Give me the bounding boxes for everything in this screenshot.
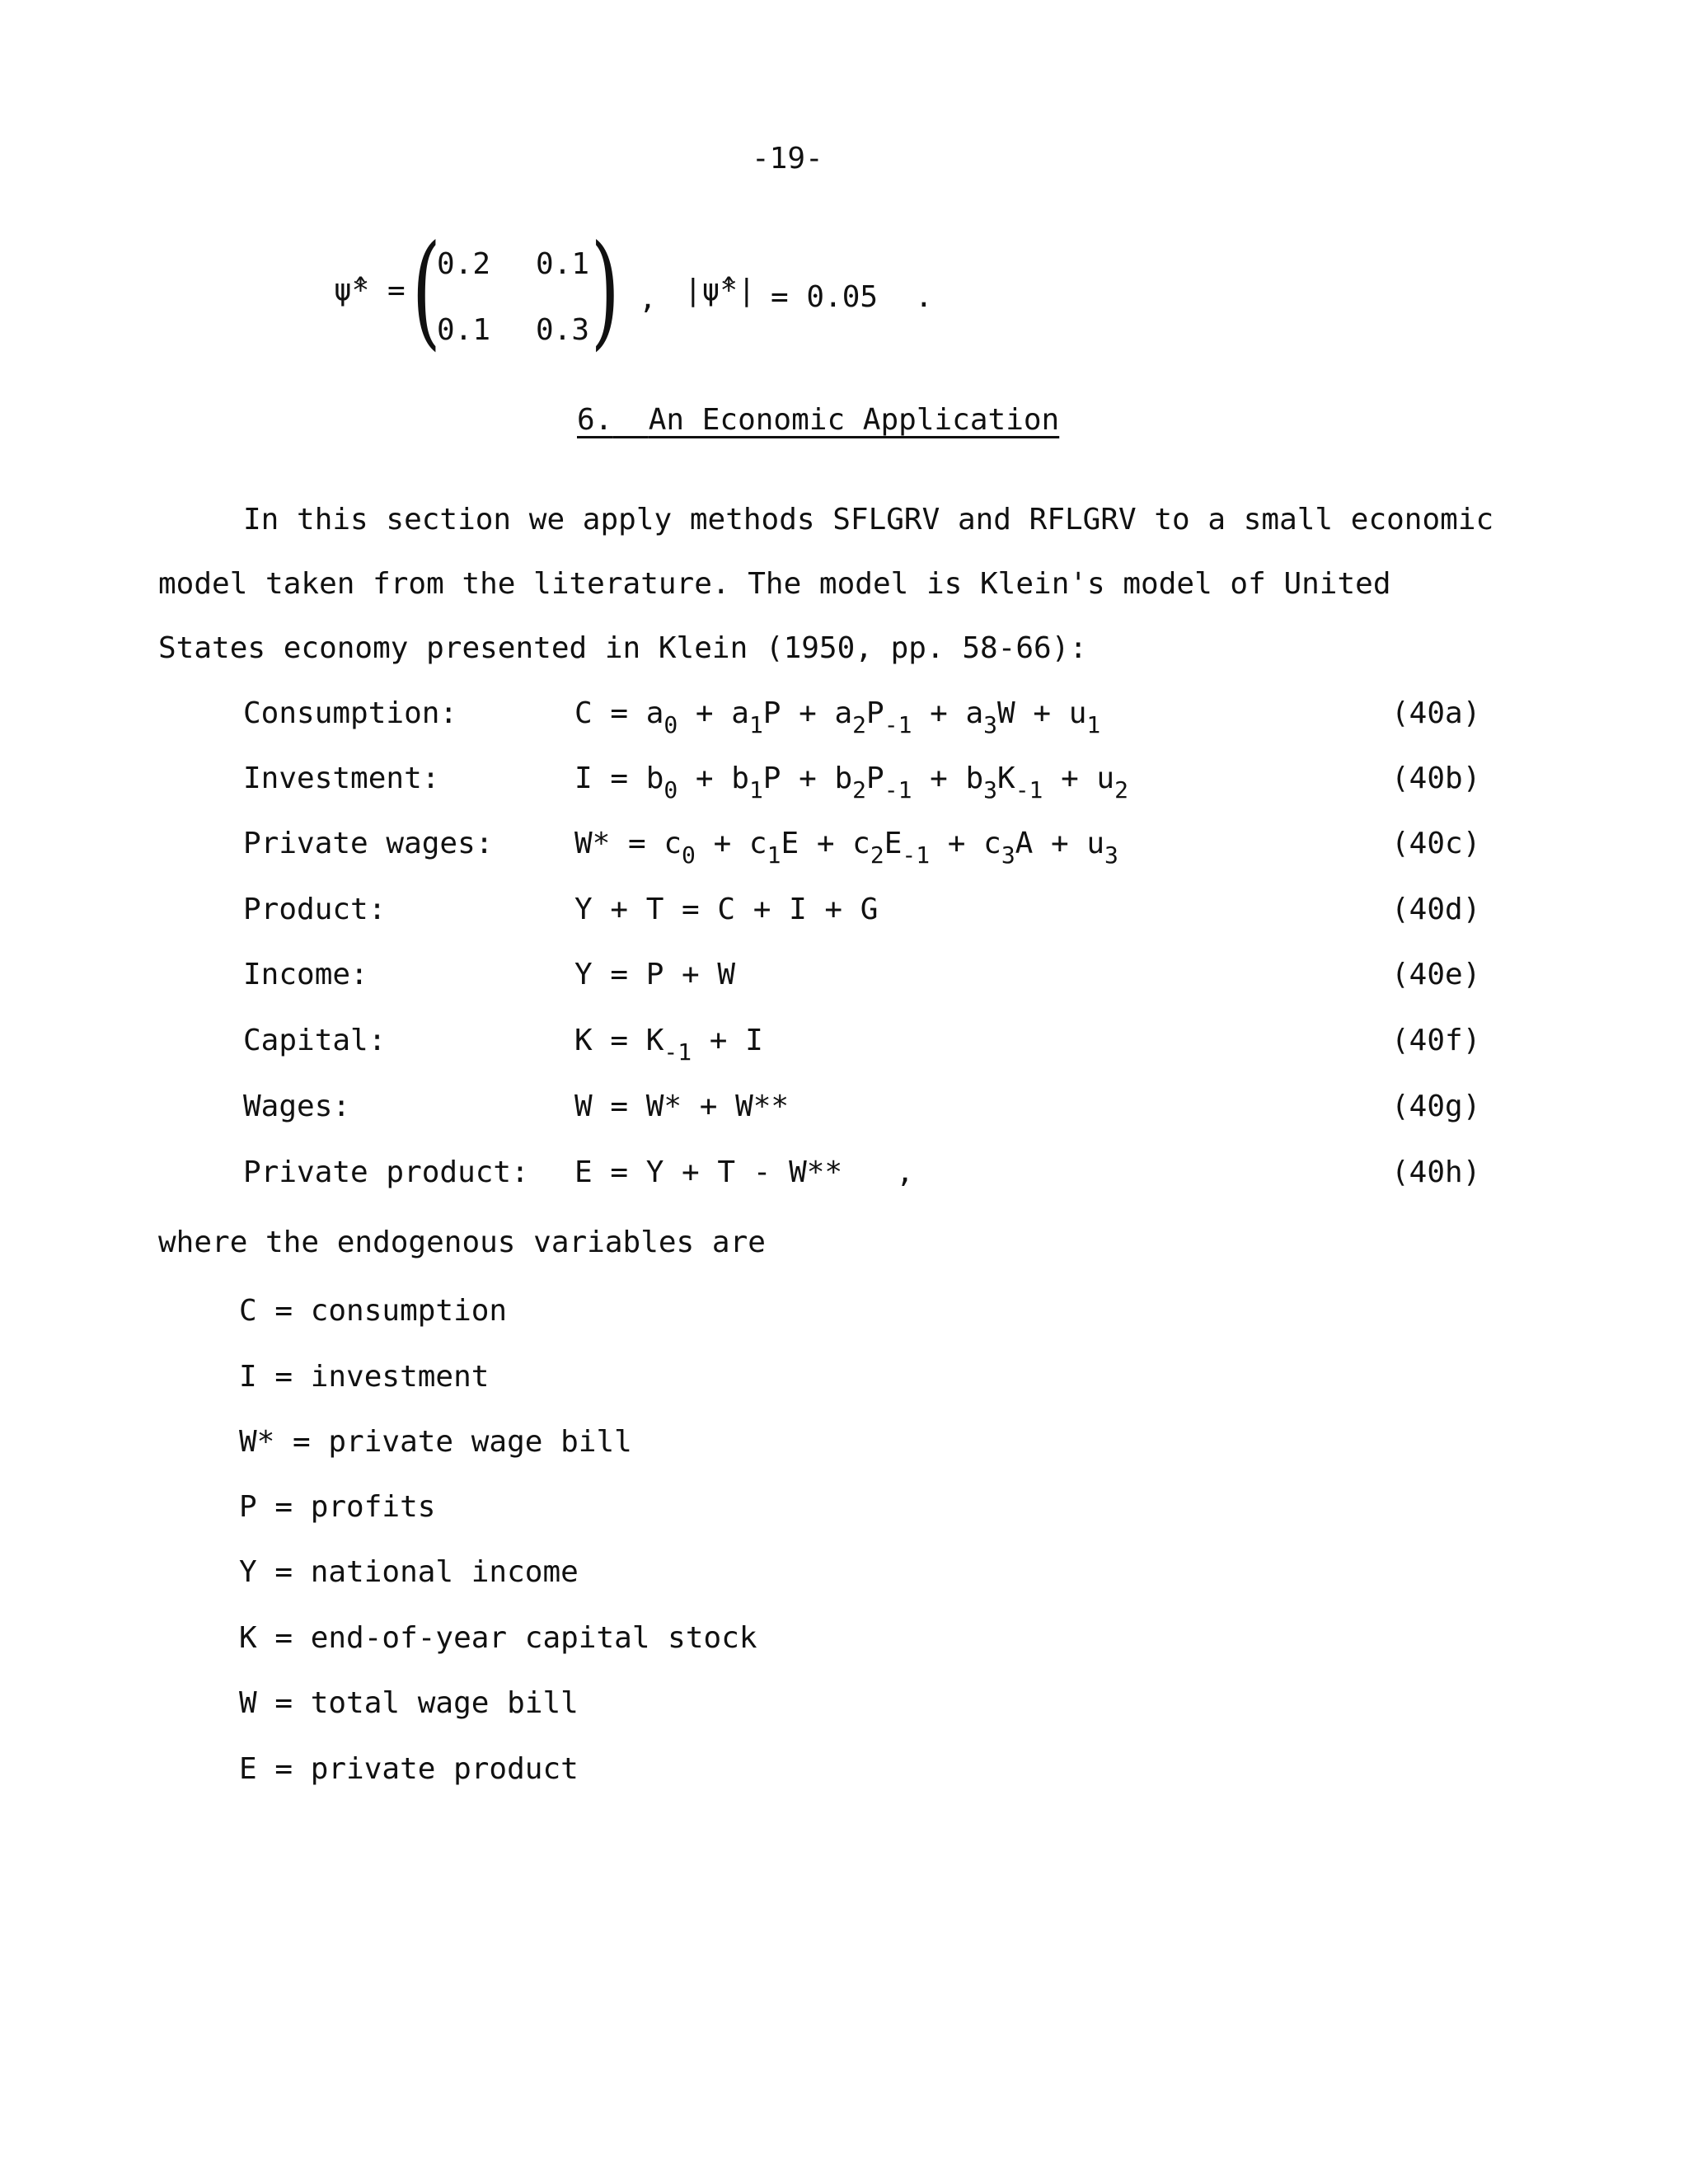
variable-definition: W* = private wage bill xyxy=(239,1425,632,1459)
equation-row xyxy=(0,958,1688,1007)
variable-definition: I = investment xyxy=(239,1360,490,1394)
equation-row xyxy=(0,696,1688,746)
equation-number: (40a) xyxy=(1391,696,1481,730)
equation-row xyxy=(0,762,1688,811)
equation-label: Wages: xyxy=(243,1090,351,1123)
variable-definition: P = profits xyxy=(239,1490,436,1524)
equation-label: Income: xyxy=(243,958,368,991)
matrix-comma: , xyxy=(639,282,657,316)
equation-row xyxy=(0,1155,1688,1205)
equation-label: Private wages: xyxy=(243,827,494,860)
matrix-cell-22: 0.3 xyxy=(536,313,590,347)
matrix-cell-21: 0.1 xyxy=(437,313,491,347)
determinant-label: |ψ̂*| xyxy=(684,274,756,307)
where-text: where the endogenous variables are xyxy=(158,1226,766,1259)
equation-body: $C = a_0 + a_1P + a_2P_{-1} + a_3W + u_1$ xyxy=(574,696,1101,738)
equation-label: Product: xyxy=(243,893,387,926)
equation-body: $I = b_0 + b_1P + b_2P_{-1} + b_3K_{-1} + u_2$ xyxy=(574,762,1128,804)
equation-body: $W* = c_0 + c_1E + c_2E_{-1} + c_3A + u_3$ xyxy=(574,827,1118,869)
psi-hat-star: ψ̂* xyxy=(334,274,370,307)
section-number: 6. xyxy=(577,403,613,437)
equation-number: (40h) xyxy=(1391,1155,1481,1189)
section-title: An Economic Application xyxy=(648,403,1060,437)
final-period: . xyxy=(915,280,933,314)
page-number: -19- xyxy=(752,142,823,176)
determinant-value: = 0.05 xyxy=(771,280,879,314)
intro-line-3: States economy presented in Klein (1950, pp. 58-66): xyxy=(158,631,1088,665)
equation-number: (40f) xyxy=(1391,1024,1481,1057)
equation-row xyxy=(0,827,1688,876)
variable-definition: W = total wage bill xyxy=(239,1686,579,1720)
variable-definition: K = end-of-year capital stock xyxy=(239,1621,757,1655)
matrix-cell-11: 0.2 xyxy=(437,247,491,281)
matrix-cell-12: 0.1 xyxy=(536,247,590,281)
section-heading xyxy=(577,405,1059,435)
equation-label: Investment: xyxy=(243,762,440,795)
equation-body: Y + T = C + I + G xyxy=(574,893,879,926)
equation-label: Private product: xyxy=(243,1155,529,1189)
equation-body: Y = P + W xyxy=(574,958,736,991)
equation-number: (40c) xyxy=(1391,827,1481,860)
left-paren: ( xyxy=(411,219,441,363)
equation-body: $K = K_{-1} + I$ xyxy=(574,1024,763,1066)
equation-body: E = Y + T - W** , xyxy=(574,1155,914,1189)
equation-label: Capital: xyxy=(243,1024,387,1057)
equation-row xyxy=(0,1090,1688,1139)
variable-definition: Y = national income xyxy=(239,1555,579,1589)
equation-number: (40e) xyxy=(1391,958,1481,991)
intro-line-1: In this section we apply methods SFLGRV and RFLGRV to a small economic xyxy=(243,503,1494,537)
right-paren: ) xyxy=(590,219,620,363)
equation-body: W = W* + W** xyxy=(574,1090,790,1123)
equation-number: (40b) xyxy=(1391,762,1481,795)
equation-number: (40d) xyxy=(1391,893,1481,926)
variable-definition: C = consumption xyxy=(239,1294,508,1328)
equation-row xyxy=(0,893,1688,942)
intro-line-2: model taken from the literature. The model is Klein's model of United xyxy=(158,567,1391,601)
equation-label: Consumption: xyxy=(243,696,458,730)
variable-definition: E = private product xyxy=(239,1752,579,1786)
equals-sign: = xyxy=(387,274,406,307)
matrix-lhs xyxy=(334,276,406,306)
equation-row xyxy=(0,1024,1688,1073)
equation-number: (40g) xyxy=(1391,1090,1481,1123)
